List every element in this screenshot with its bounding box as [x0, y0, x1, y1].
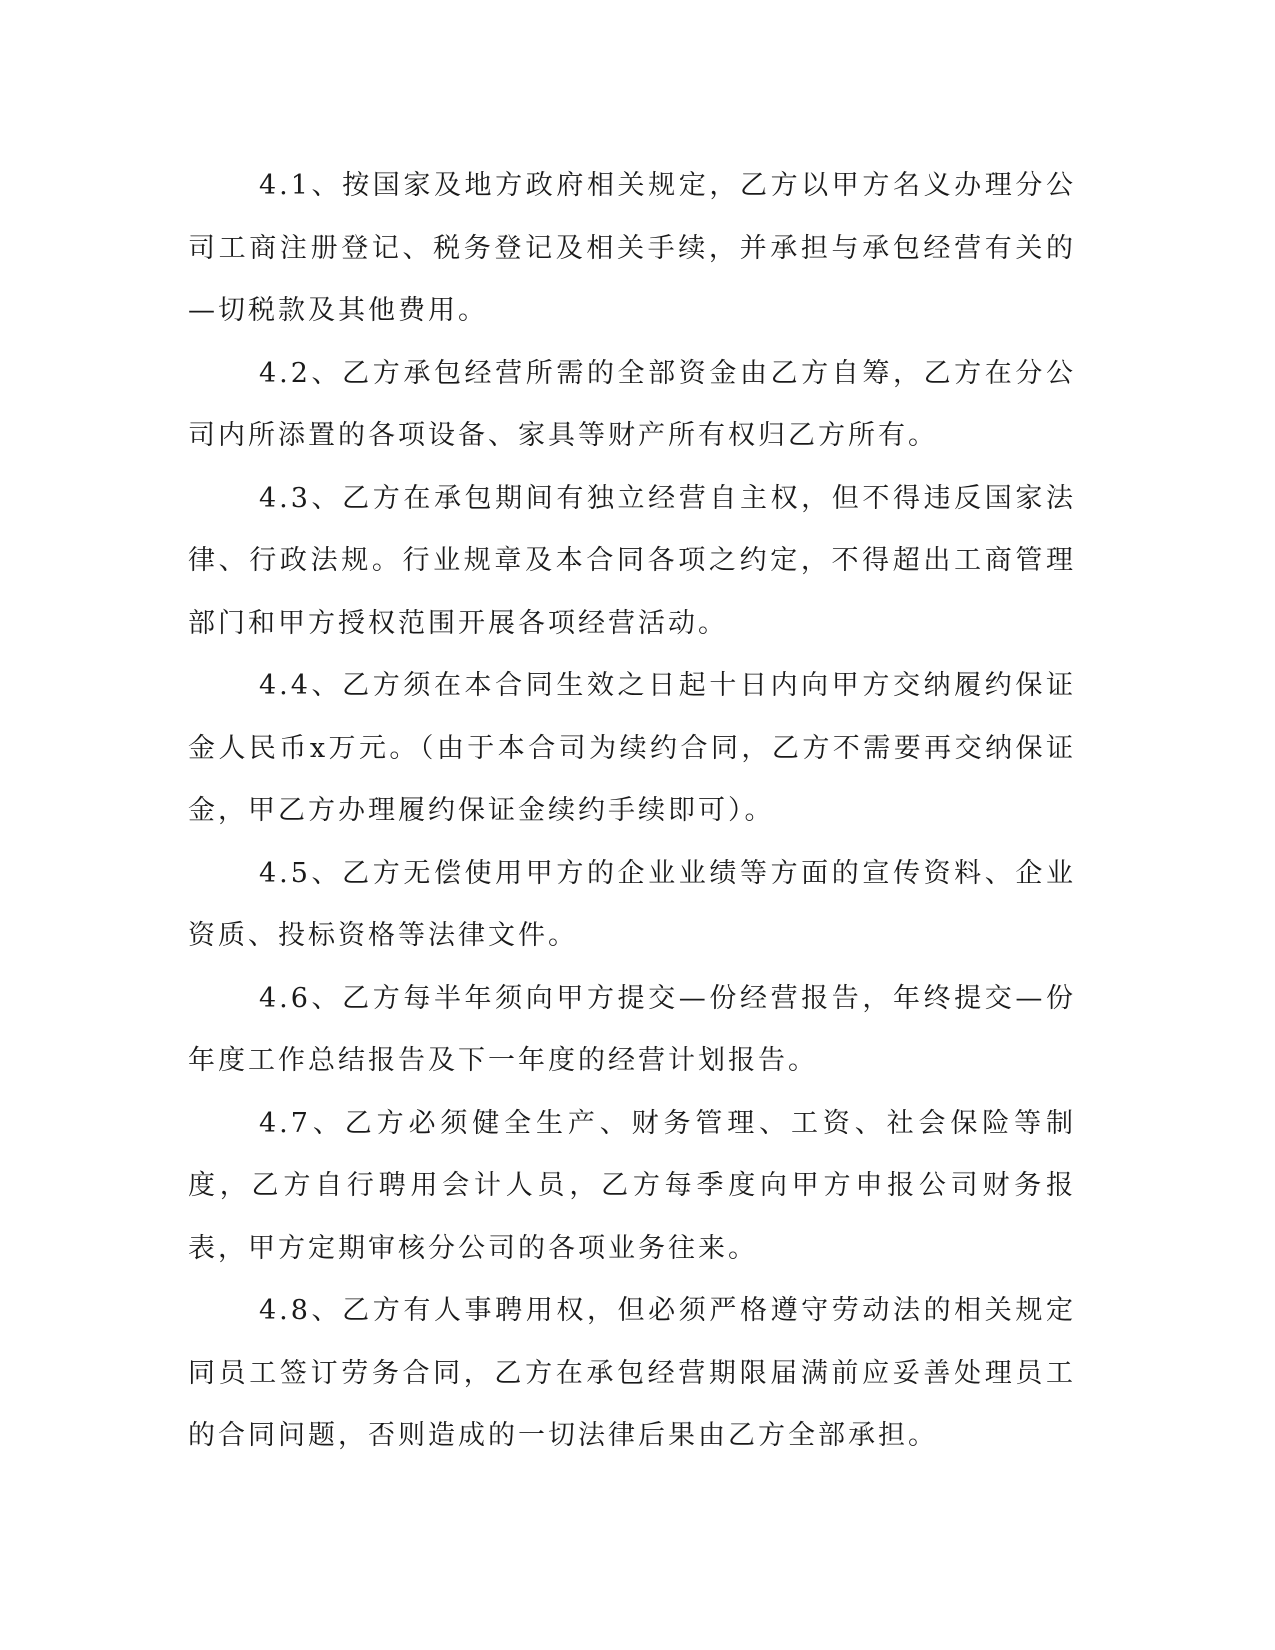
clause-4-4: 4.4、乙方须在本合同生效之日起十日内向甲方交纳履约保证金人民币x万元。（由于本合司为续约合同，乙方不需要再交纳保证金，甲乙方办理履约保证金续约手续即可）。 [188, 670, 1076, 826]
document-body [188, 155, 1076, 1468]
clause-4-1: 4.1、按国家及地方政府相关规定，乙方以甲方名义办理分公司工商注册登记、税务登记及相关手续，并承担与承包经营有关的—切税款及其他费用。 [188, 170, 1076, 326]
clause-4-8: 4.8、乙方有人事聘用权，但必须严格遵守劳动法的相关规定同员工签订劳务合同，乙方在承包经营期限届满前应妥善处理员工的合同问题，否则造成的一切法律后果由乙方全部承担。 [188, 1295, 1076, 1451]
clause-4-2: 4.2、乙方承包经营所需的全部资金由乙方自筹，乙方在分公司内所添置的各项设备、家具等财产所有权归乙方所有。 [188, 357, 1076, 451]
clause-4-6: 4.6、乙方每半年须向甲方提交—份经营报告，年终提交—份年度工作总结报告及下一年度的经营计划报告。 [188, 982, 1076, 1076]
clause-4-3: 4.3、乙方在承包期间有独立经营自主权，但不得违反国家法律、行政法规。行业规章及本合同各项之约定，不得超出工商管理部门和甲方授权范围开展各项经营活动。 [188, 482, 1076, 639]
clause-4-5: 4.5、乙方无偿使用甲方的企业业绩等方面的宣传资料、企业资质、投标资格等法律文件。 [188, 857, 1076, 951]
clause-4-7: 4.7、乙方必须健全生产、财务管理、工资、社会保险等制度，乙方自行聘用会计人员，乙方每季度向甲方申报公司财务报表，甲方定期审核分公司的各项业务往来。 [188, 1107, 1076, 1264]
